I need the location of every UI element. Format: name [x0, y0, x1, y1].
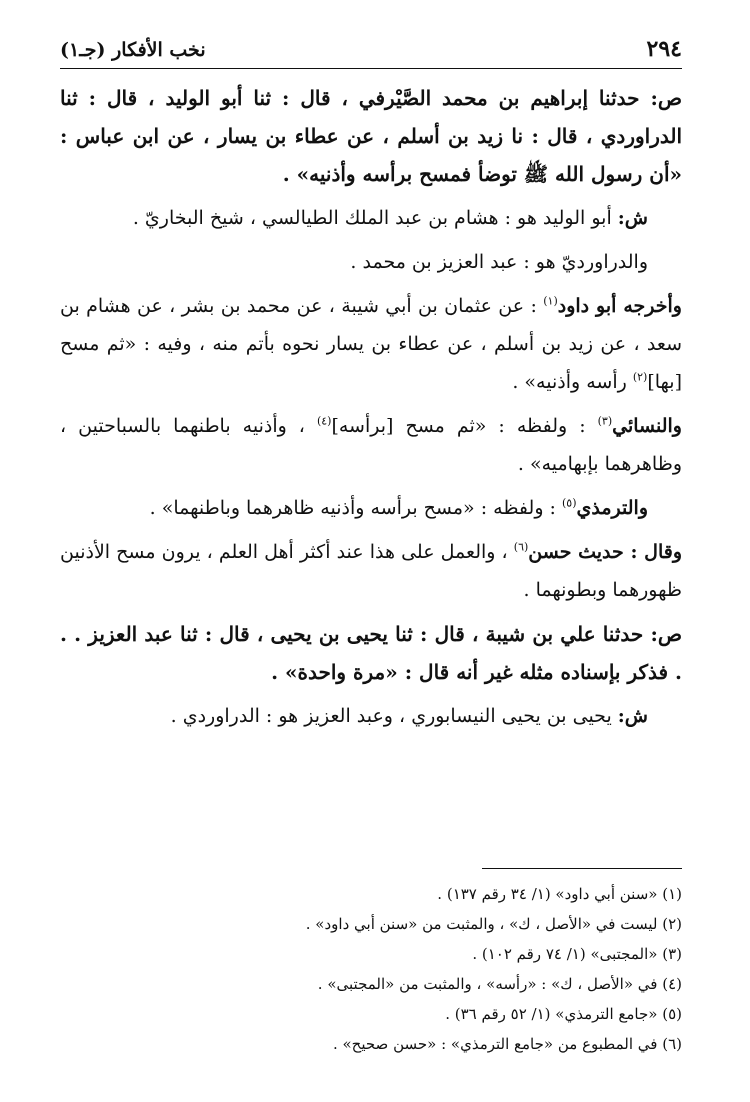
footnote-reference: (١)	[543, 294, 558, 308]
text-segment: يحيى بن يحيى النيسابوري ، وعبد العزيز هو : الدراوردي .	[170, 705, 618, 727]
main-text	[60, 79, 682, 735]
footnote: (٢) ليست في «الأصل ، ك» ، والمثبت من «سنن أبي داود» .	[305, 915, 682, 933]
footnote: (٣) «المجتبى» (١/ ٧٤ رقم ١٠٢) .	[472, 945, 682, 963]
source-name: وأخرجه أبو داود	[557, 295, 682, 317]
footnote-reference: (٥)	[562, 496, 577, 510]
page-header	[60, 36, 682, 69]
footnotes-list	[60, 879, 682, 1059]
text-segment: : ولفظه : «ثم مسح [برأسه]	[331, 415, 598, 437]
footnote-reference: (٦)	[513, 540, 529, 554]
paragraph-marker: ص:	[650, 86, 682, 110]
text-segment: رأسه وأذنيه» .	[512, 371, 633, 393]
text-segment: ، والعمل على هذا عند أكثر أهل العلم ، يرون مسح الأذنين ظهورهما وبطونهما .	[60, 541, 682, 601]
footnote-divider	[482, 868, 682, 869]
text-segment: حدثنا إبراهيم بن محمد الصَّيْرفي ، قال : ثنا أبو الوليد ، قال : ثنا الدراوردي ، قال : نا زيد بن أسلم ، عن عطاء بن يسار ، عن ابن عباس : «أن رسول الله ﷺ توضأ فمسح برأسه وأذنيه» .	[60, 86, 682, 186]
footnote-reference: (٢)	[632, 370, 648, 384]
paragraph-marker: ص:	[650, 622, 682, 646]
footnote-reference: (٤)	[316, 414, 332, 428]
commentary-paragraph	[60, 199, 682, 237]
takhrij-paragraph	[60, 489, 682, 527]
footnote-reference: (٣)	[597, 414, 613, 428]
footnote: (٤) في «الأصل ، ك» : «رأسه» ، والمثبت من «المجتبى» .	[317, 975, 682, 993]
commentary-paragraph	[60, 697, 682, 735]
takhrij-paragraph	[60, 407, 682, 483]
footnote: (٦) في المطبوع من «جامع الترمذي» : «حسن صحيح» .	[332, 1035, 682, 1053]
text-segment: حدثنا علي بن شيبة ، قال : ثنا يحيى بن يحيى ، قال : ثنا عبد العزيز . . . فذكر بإسناده مثله غير أنه قال : «مرة واحدة» .	[60, 622, 682, 684]
source-name: وقال : حديث حسن	[528, 541, 682, 563]
takhrij-paragraph	[60, 287, 682, 401]
paragraph-marker: ش:	[617, 207, 648, 229]
text-segment: : ولفظه : «مسح برأسه وأذنيه ظاهرهما وباطنهما» .	[149, 497, 562, 519]
takhrij-paragraph	[60, 533, 682, 609]
source-name: والترمذي	[576, 497, 648, 519]
text-segment: ، وأذنيه باطنهما بالسباحتين ، وظاهرهما بإبهاميه» .	[60, 415, 682, 475]
commentary-paragraph	[60, 243, 682, 281]
hadith-paragraph	[60, 615, 682, 691]
text-segment: : عن عثمان بن أبي شيبة ، عن محمد بن بشر ، عن هشام بن سعد ، عن زيد بن أسلم ، عن عطاء بن يسار نحوه بأتم منه ، وفيه : «ثم مسح [بها]	[60, 295, 682, 393]
page-number: ٢٩٤	[646, 36, 682, 62]
source-name: والنسائي	[612, 415, 682, 437]
footnote: (٥) «جامع الترمذي» (١/ ٥٢ رقم ٣٦) .	[445, 1005, 682, 1023]
text-segment: والدراورديّ هو : عبد العزيز بن محمد .	[350, 251, 648, 273]
text-segment: أبو الوليد هو : هشام بن عبد الملك الطيالسي ، شيخ البخاريّ .	[132, 207, 618, 229]
footnote: (١) «سنن أبي داود» (١/ ٣٤ رقم ١٣٧) .	[437, 885, 682, 903]
running-title: نخب الأفكار (جـ١)	[60, 39, 206, 61]
book-page	[60, 36, 682, 1053]
paragraph-marker: ش:	[617, 705, 648, 727]
hadith-paragraph	[60, 79, 682, 193]
